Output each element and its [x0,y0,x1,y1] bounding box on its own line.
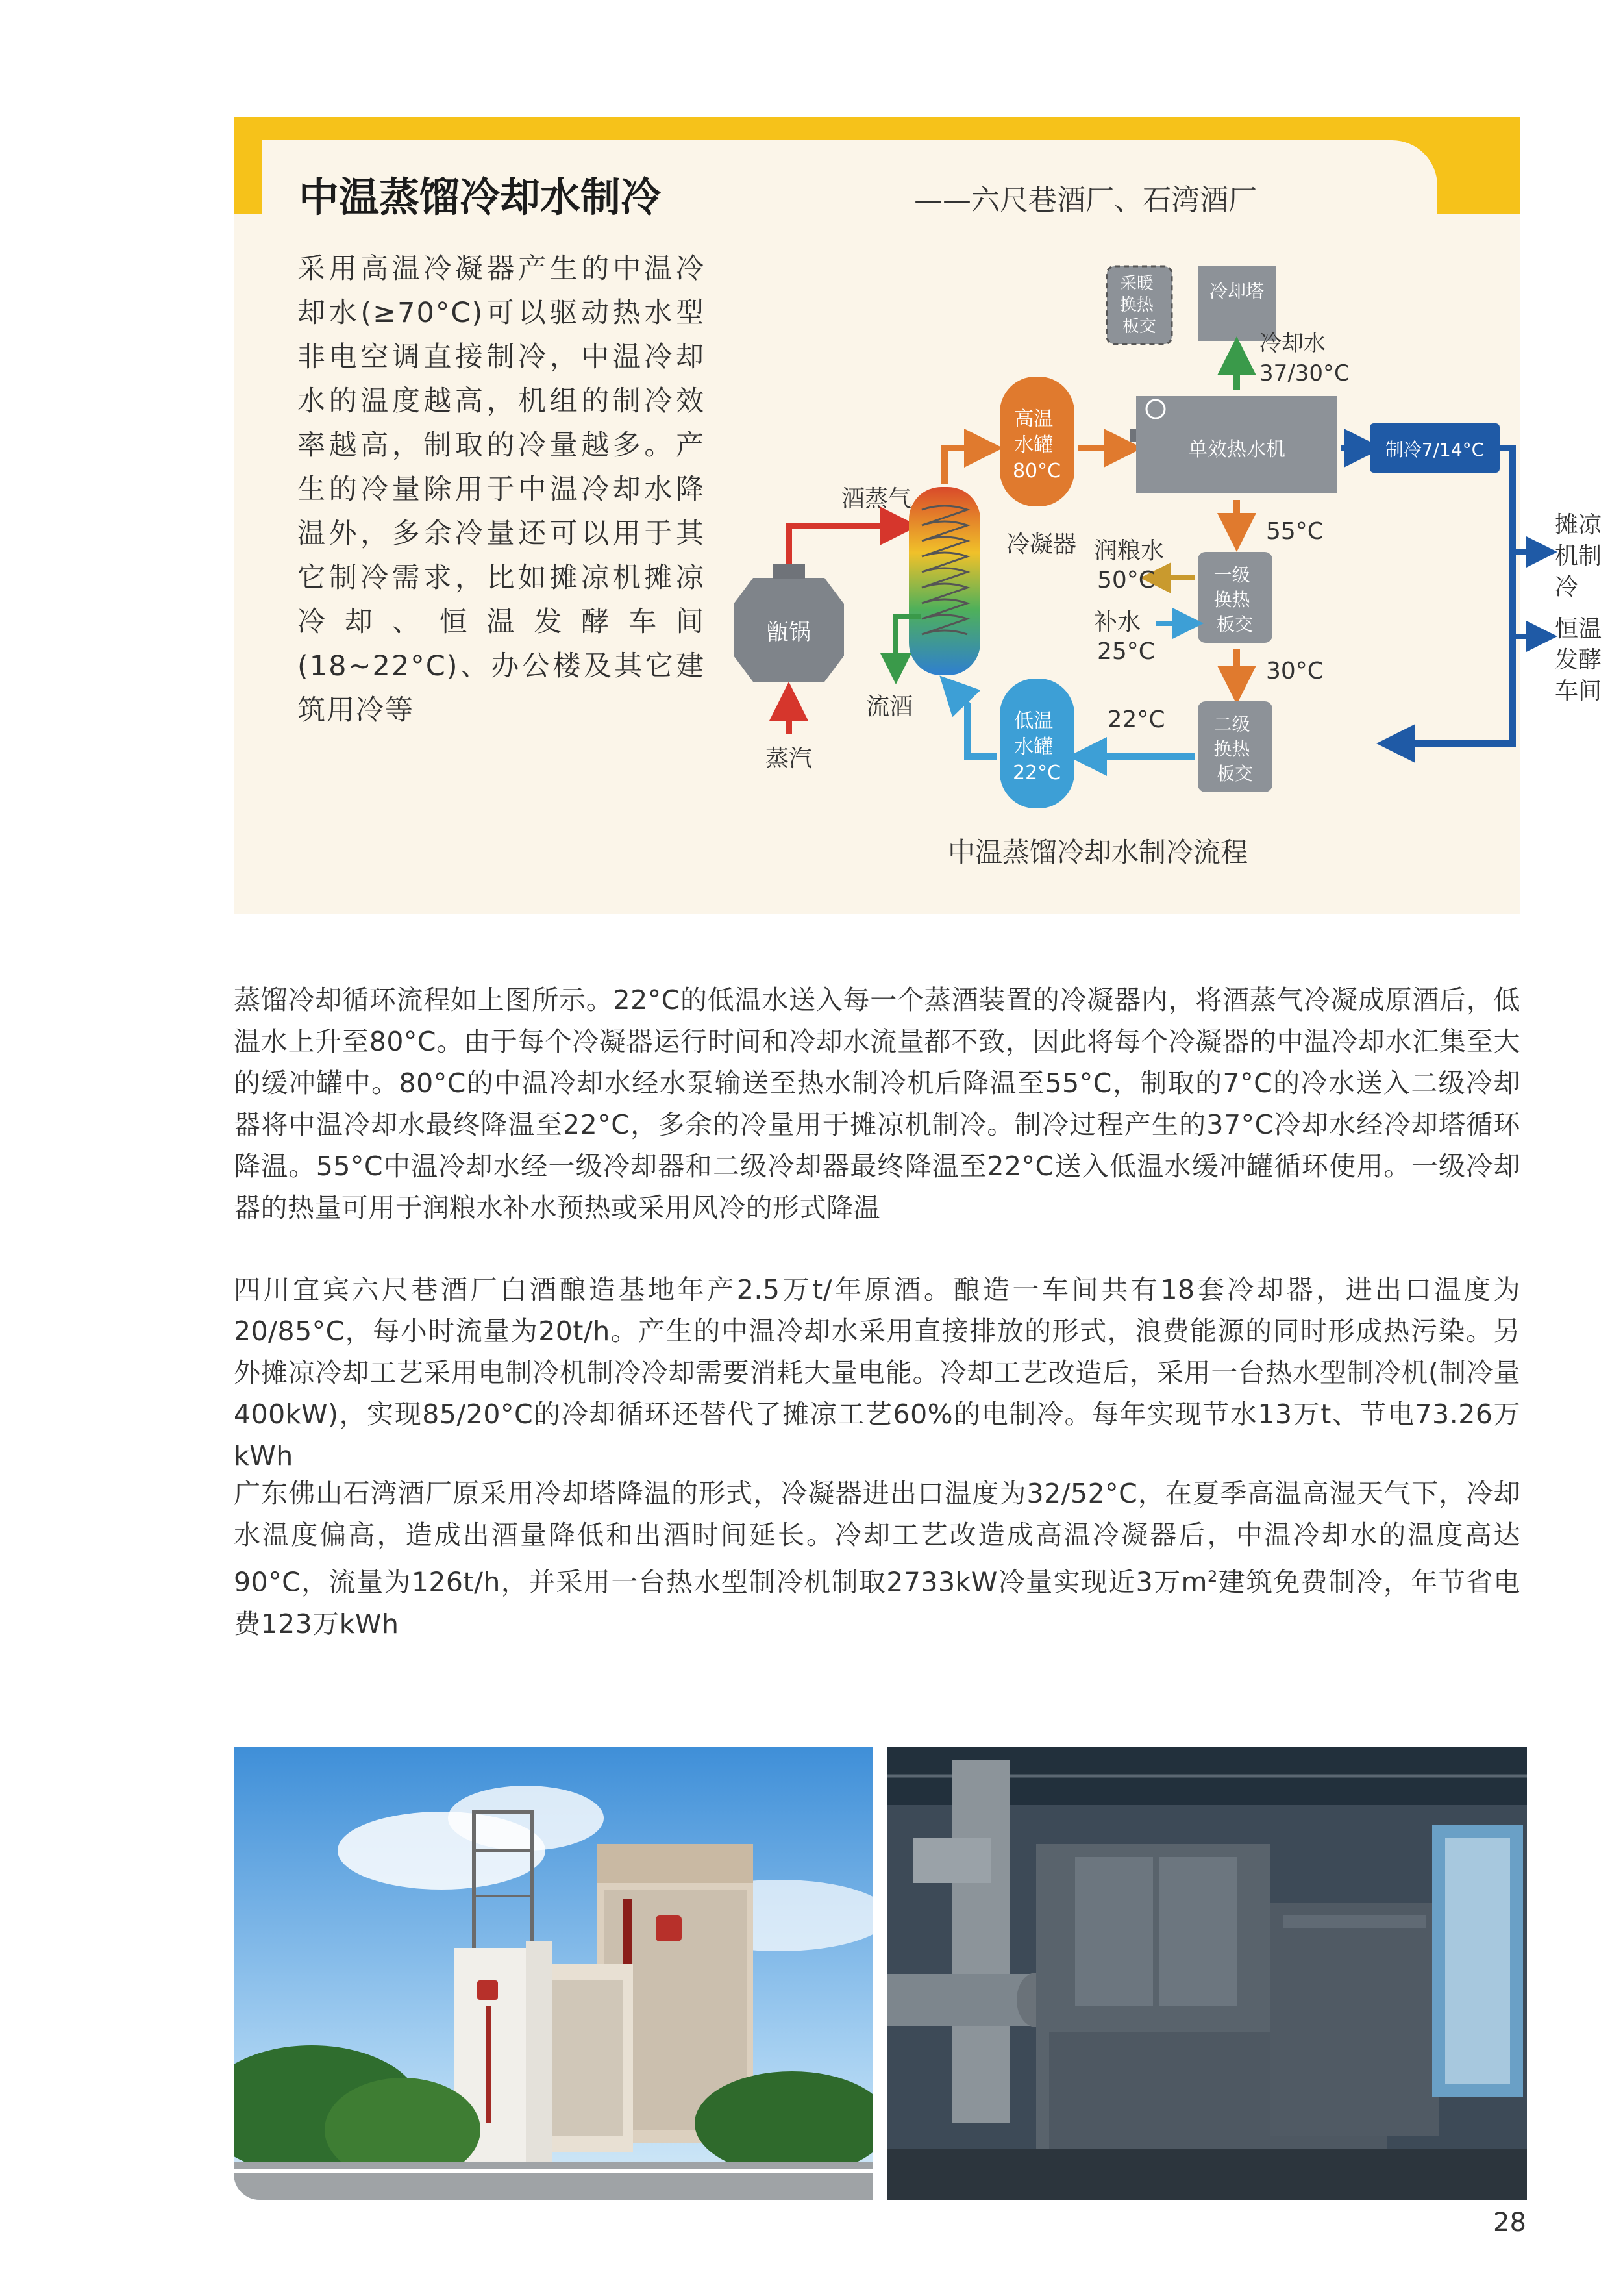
area-superscript: 2 [1207,1567,1218,1586]
liquor-label: 流酒 [865,693,913,720]
vapor-arrow [789,526,899,564]
cooling-output-box [1370,423,1500,473]
chiller-room-photo [887,1747,1527,2200]
spreader-label: 摊凉 机制 冷 [1555,512,1602,601]
cooling-water-label: 冷却水 37/30°C [1259,331,1350,386]
svg-text:一级 换热 板交: 一级 换热 板交 [1213,564,1254,635]
panel-title: 中温蒸馏冷却水制冷 [299,173,662,221]
cooling-return-line [1396,448,1513,743]
svg-text:采暖 换热 板交: 采暖 换热 板交 [1119,274,1157,336]
cooling-tower [1198,266,1276,341]
hot-water-tank [1000,377,1074,506]
paragraph-shiwan-part1: 广东佛山石湾酒厂原采用冷却塔降温的形式，冷凝器进出口温度为32/52°C，在夏季高温高湿天气下，冷却水温度偏高，造成出酒量降低和出酒时间延长。冷却工艺改造成高温冷凝器后，中温冷却水的温度高达90°C，流量为126t/h，并采用一台热水型制冷机制取2733kW冷量实现近3万m [234,1478,1520,1598]
paragraph-shiwan [234,1473,1520,1645]
ferment-label: 恒温 发酵 车间 [1555,616,1602,705]
hot-tank-label: 高温 水罐 80°C [1012,408,1061,482]
t55-label: 55°C [1266,518,1324,545]
chiller-label: 单效热水机 [1188,438,1285,461]
condenser-label: 冷凝器 [1006,531,1077,558]
cold-tank-label: 低温 水罐 22°C [1012,710,1061,784]
cooling-tower-label: 冷却塔 [1209,281,1265,302]
primary-heat-exchanger [1198,552,1272,643]
to-condenser-arrow [953,690,997,756]
page-number: 28 [1493,2208,1526,2238]
distillery-building-photo [234,1747,873,2200]
panel-subtitle: ——六尺巷酒厂、石湾酒厂 [914,184,1257,217]
t22-label: 22°C [1107,706,1165,733]
secondary-heat-exchanger [1198,701,1272,792]
paragraph-liuchixiang: 四川宜宾六尺巷酒厂白酒酿造基地年产2.5万t/年原酒。酿造一车间共有18套冷却器，进出口温度为20/85°C，每小时流量为20t/h。产生的中温冷却水采用直接排放的形式，浪费能源的同时形成热污染。另外摊凉冷却工艺采用电制冷机制冷冷却需要消耗大量电能。冷却工艺改造后，采用一台热水型制冷机(制冷量400kW)，实现85/20°C的冷却循环还替代了摊凉工艺60%的电制冷。每年实现节水13万t、节电73.26万kWh [234,1274,1520,1471]
cooling-output-label: 制冷7/14°C [1385,439,1485,460]
retort [734,564,844,682]
retort-label: 甑锅 [767,619,811,645]
chiller-unit [1130,396,1337,493]
makeup-water-label: 补水 25°C [1094,609,1155,665]
t30-label: 30°C [1266,658,1324,684]
feature-panel [234,117,1602,914]
condenser [909,487,980,675]
steam-label: 蒸汽 [765,745,813,772]
vapor-label: 酒蒸气 [841,486,912,512]
svg-text:二级 换热 板交: 二级 换热 板交 [1213,714,1254,784]
diagram-caption: 中温蒸馏冷却水制冷流程 [948,836,1248,868]
cooling-flow-diagram [714,253,1623,825]
hot-water-arrow [945,448,984,484]
grain-water-label: 润粮水 50°C [1094,538,1165,593]
paragraph-process: 蒸馏冷却循环流程如上图所示。22°C的低温水送入每一个蒸酒装置的冷凝器内，将酒蒸气冷凝成原酒后，低温水上升至80°C。由于每个冷凝器运行时间和冷却水流量都不致，因此将每个冷凝器的中温冷却水汇集至大的缓冲罐中。80°C的中温冷却水经水泵输送至热水制冷机后降温至55°C，制取的7°C的冷水送入二级冷却器将中温冷却水最终降温至22°C，多余的冷量用于摊凉机制冷。制冷过程产生的37°C冷却水经冷却塔循环降温。55°C中温冷却水经一级冷却器和二级冷却器最终降温至22°C送入低温水缓冲罐循环使用。一级冷却器的热量可用于润粮水补水预热或采用风冷的形式降温 [234,984,1520,1223]
heating-heat-exchanger [1107,266,1172,344]
paragraph-shiwan-part2: 建筑免费制冷，年节省电费123万kWh [234,1566,1521,1640]
panel-intro-text: 采用高温冷凝器产生的中温冷却水(≥70°C)可以驱动热水型非电空调直接制冷，中温冷却水的温度越高，机组的制冷效率越高，制取的冷量越多。产生的冷量除用于中温冷却水降温外，多余冷量还可以用于其它制冷需求，比如摊凉机摊凉冷却、恒温发酵车间(18~22°C)、办公楼及其它建筑用冷等 [297,253,705,727]
cold-water-tank [1000,679,1074,808]
